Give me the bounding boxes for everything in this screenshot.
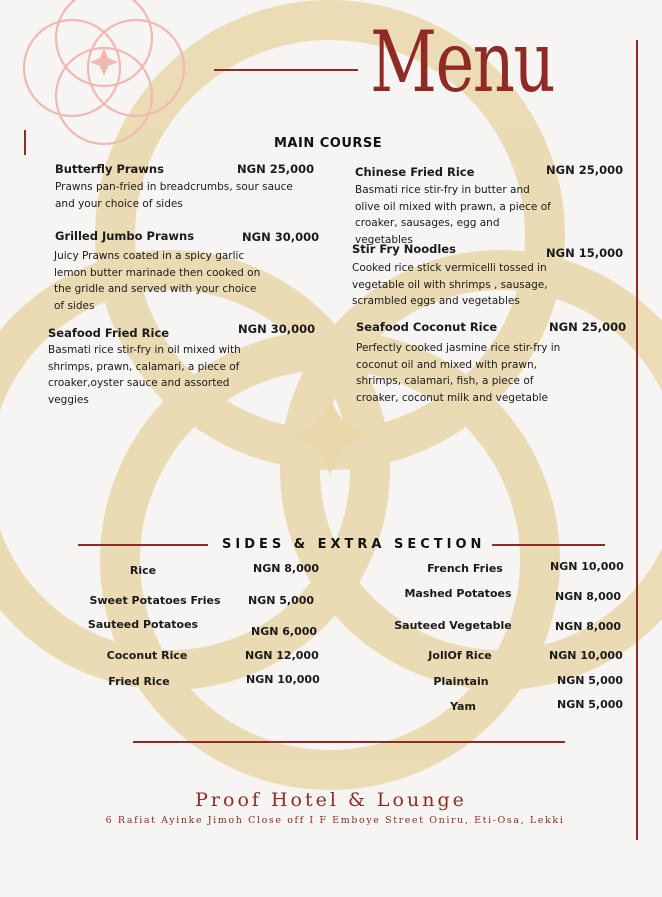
dish-name: Seafood Fried Rice — [48, 326, 170, 340]
hotel-address: 6 Rafiat Ayinke Jimoh Close off I F Emboye Street Oniru, Eti-Osa, Lekki — [105, 815, 565, 826]
dish-description: Prawns pan-fried in breadcrumbs, sour sauce and your choice of sides — [55, 181, 293, 210]
dish-description: Juicy Prawns coated in a spicy garlic lemon butter marinade then cooked on the gridle and served with your choice of sides — [54, 250, 261, 312]
side-price: NGN 8,000 — [555, 590, 622, 603]
dish-description: Cooked rice stick vermicelli tossed in vegetable oil with shrimps , sausage, scrambled eggs and vegetables — [352, 262, 548, 307]
main-course-heading: MAIN COURSE — [274, 136, 383, 151]
side-price: NGN 5,000 — [557, 674, 624, 687]
right-border-line — [636, 40, 638, 840]
side-name: Sauteed Potatoes — [87, 618, 199, 631]
side-name: Sauteed Vegetable — [394, 619, 512, 632]
dish-name: Stir Fry Noodles — [352, 242, 456, 256]
sides-rule-right — [492, 544, 605, 546]
dish-name: Grilled Jumbo Prawns — [55, 229, 195, 243]
sides-rule-left — [78, 544, 208, 546]
dish-name: Seafood Coconut Rice — [356, 320, 498, 334]
side-price: NGN 10,000 — [246, 673, 320, 686]
side-price: NGN 5,000 — [557, 698, 624, 711]
side-price: NGN 8,000 — [253, 562, 320, 575]
side-name: French Fries — [427, 562, 503, 575]
dish-price: NGN 25,000 — [549, 320, 627, 334]
side-name: Yam — [450, 700, 476, 713]
page-title: Menu — [370, 13, 555, 111]
bottom-rule — [133, 741, 565, 743]
dish-price: NGN 25,000 — [546, 163, 624, 177]
side-price: NGN 5,000 — [248, 594, 315, 607]
dish-price: NGN 25,000 — [237, 162, 315, 176]
dish-price: NGN 15,000 — [546, 246, 624, 260]
dish-price: NGN 30,000 — [238, 322, 316, 336]
dish-price: NGN 30,000 — [242, 230, 320, 244]
side-name: Mashed Potatoes — [404, 587, 512, 600]
dish-description: Perfectly cooked jasmine rice stir-fry in coconut oil and mixed with prawn, shrimps, calamari, fish, a piece of croaker, coconut milk and vegetable — [356, 342, 561, 404]
side-price: NGN 10,000 — [549, 649, 623, 662]
dish-name: Butterfly Prawns — [55, 162, 164, 176]
side-name: Coconut Rice — [106, 649, 188, 662]
sides-heading: SIDES & EXTRA SECTION — [222, 537, 486, 552]
side-name: JollOf Rice — [428, 649, 492, 662]
side-name: Plaintain — [433, 675, 489, 688]
side-price: NGN 6,000 — [251, 625, 318, 638]
side-name: Fried Rice — [108, 675, 170, 688]
title-rule — [214, 69, 358, 71]
side-price: NGN 12,000 — [245, 649, 319, 662]
dish-description: Basmati rice stir-fry in oil mixed with shrimps, prawn, calamari, a piece of croaker,oyster sauce and assorted veggies — [48, 344, 241, 406]
side-price: NGN 10,000 — [550, 560, 624, 573]
hotel-name: Proof Hotel & Lounge — [195, 789, 467, 811]
side-name: Rice — [129, 564, 157, 577]
dish-name: Chinese Fried Rice — [355, 165, 475, 179]
side-price: NGN 8,000 — [555, 620, 622, 633]
side-name: Sweet Potatoes Fries — [89, 594, 221, 607]
dish-description: Basmati rice stir-fry in butter and olive oil mixed with prawn, a piece of croaker, sausages, egg and vegetables — [355, 184, 551, 246]
left-border-tick — [24, 130, 26, 155]
